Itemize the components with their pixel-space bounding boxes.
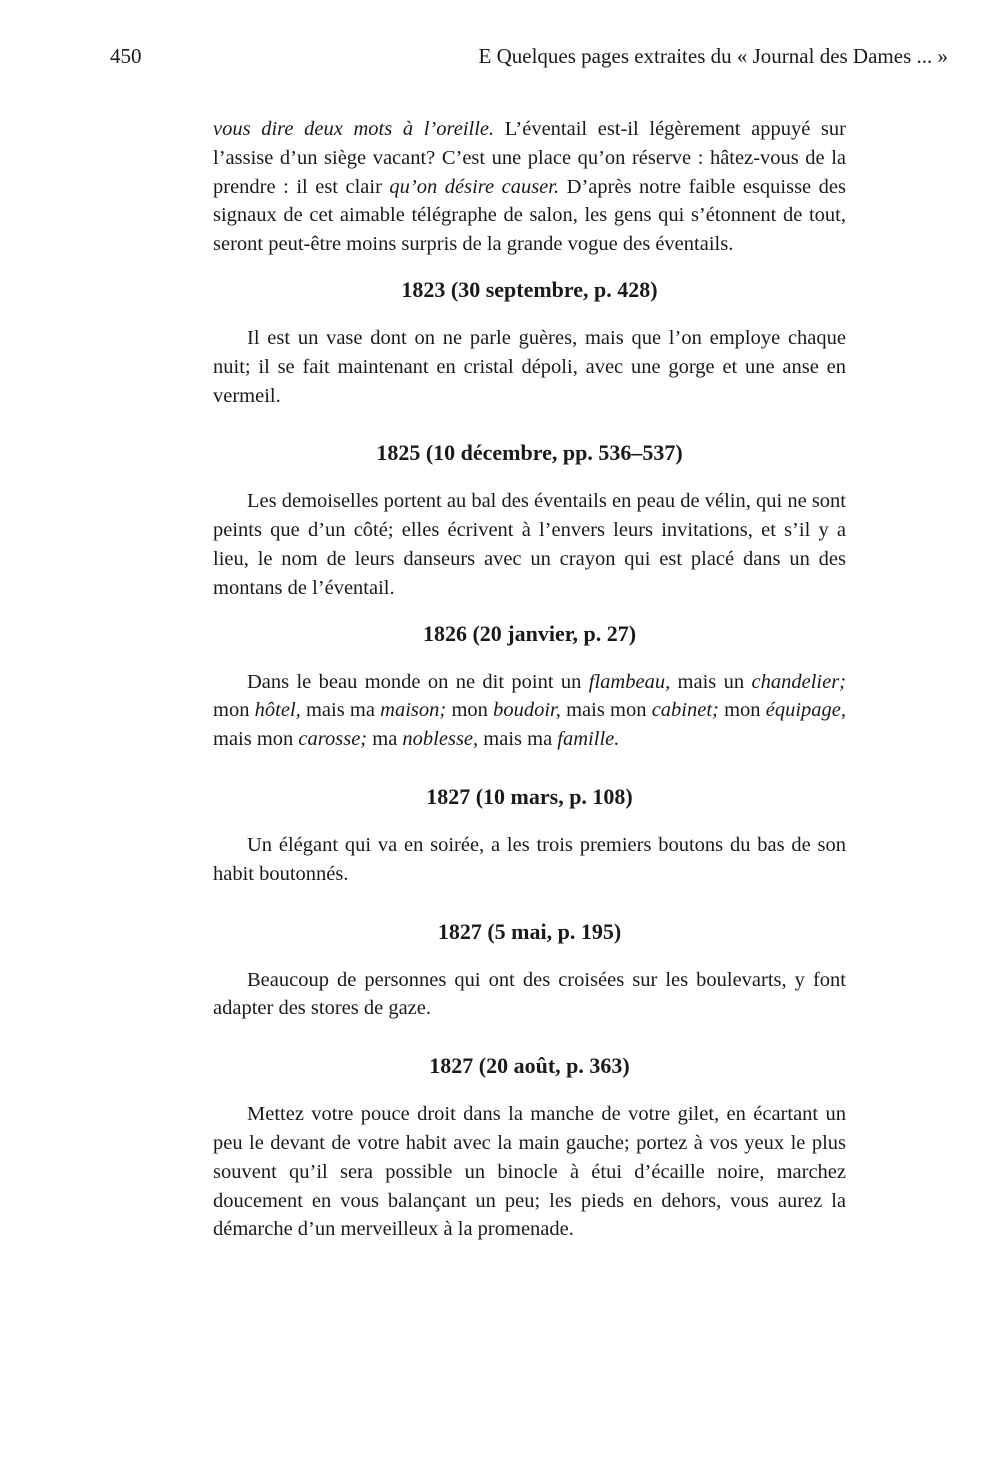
entry-1826-italic-2: chandelier; bbox=[751, 670, 846, 693]
main-text bbox=[213, 115, 846, 1244]
entry-heading-1825: 1825 (10 décembre, pp. 536–537) bbox=[376, 440, 683, 466]
entry-1826-text-3: mon bbox=[213, 699, 255, 722]
entry-1826-text-5: mon bbox=[446, 699, 494, 722]
entry-1826-italic-6: cabinet; bbox=[651, 699, 719, 722]
entry-1826-italic-7: équipage, bbox=[765, 699, 847, 722]
entry-text-1823: Il est un vase dont on ne parle guères, mais que l’on employe chaque nuit; il se fait maintenant en cristal dépoli, avec une gorge et une anse en vermeil. bbox=[213, 326, 846, 407]
entry-text-1826 bbox=[213, 668, 846, 754]
entry-text-1827-mai: Beaucoup de personnes qui ont des croisées sur les boulevarts, y font adapter des stores de gaze. bbox=[213, 968, 846, 1020]
intro-italic-2: qu’on désire causer. bbox=[389, 175, 560, 198]
entry-1826-text-4: mais ma bbox=[300, 699, 381, 722]
entry-1826-text-8: mais mon bbox=[213, 728, 299, 751]
entry-heading-1827-aout: 1827 (20 août, p. 363) bbox=[429, 1053, 630, 1079]
entry-1826-italic-5: boudoir, bbox=[493, 699, 561, 722]
entry-1826-italic-1: flambeau, bbox=[588, 670, 671, 693]
intro-italic-1: vous dire deux mots à l’oreille. bbox=[213, 118, 495, 140]
entry-1826-italic-4: maison; bbox=[380, 699, 447, 722]
entry-text-1825: Les demoiselles portent au bal des éventails en peau de vélin, qui ne sont peints que d’un côté; elles écrivent à l’envers leurs invitations, et s’il y a lieu, le nom de leurs danseurs avec un crayon qui est placé dans un des montans de l’éventail. bbox=[213, 490, 846, 599]
entry-heading-1827-mars: 1827 (10 mars, p. 108) bbox=[426, 783, 633, 809]
entry-1826-italic-9: noblesse, bbox=[402, 728, 479, 751]
entry-1826-text-6: mais mon bbox=[560, 699, 652, 722]
entry-1826-italic-3: hôtel, bbox=[254, 699, 301, 722]
entry-1826-italic-10: famille. bbox=[557, 728, 620, 751]
entry-1826-text-1: Dans le beau monde on ne dit point un bbox=[247, 670, 589, 693]
entry-1826-text-2: mais un bbox=[670, 670, 752, 693]
entry-heading-1826: 1826 (20 janvier, p. 27) bbox=[422, 620, 637, 646]
entry-1826-text-10: mais ma bbox=[478, 728, 558, 751]
page-number: 450 bbox=[110, 44, 142, 68]
entry-1826-text-7: mon bbox=[718, 699, 766, 722]
entry-heading-1823: 1823 (30 septembre, p. 428) bbox=[401, 276, 658, 302]
intro-paragraph bbox=[213, 115, 846, 259]
entry-text-1827-aout: Mettez votre pouce droit dans la manche de votre gilet, en écartant un peu le devant de votre habit avec la main gauche; portez à vos yeux le plus souvent qu’il sera possible un binocle à étui d’écaille noire, marchez doucement en vous balançant un peu; les pieds en dehors, vous aurez la démarche d’un merveilleux à la promenade. bbox=[213, 1103, 846, 1241]
entry-text-1827-mars: Un élégant qui va en soirée, a les trois premiers boutons du bas de son habit boutonnés. bbox=[213, 833, 846, 885]
running-head-title: E Quelques pages extraites du « Journal des Dames ... » bbox=[478, 44, 948, 68]
entry-heading-1827-mai: 1827 (5 mai, p. 195) bbox=[437, 918, 622, 944]
entry-1826-text-9: ma bbox=[367, 728, 403, 751]
entry-1826-italic-8: carosse; bbox=[298, 728, 368, 751]
intro-text-2: D’après notre faible esquisse des signaux de cet aimable télégraphe de salon, les gens qui s’étonnent de tout, seront peut-être moins surpris de la grande vogue des éventails. bbox=[213, 175, 846, 256]
intro-text-1: L’éventail est-il légèrement appuyé sur l’assise d’un siège vacant? C’est une place qu’on réserve : hâtez-vous de la prendre : il est clair bbox=[213, 118, 846, 198]
